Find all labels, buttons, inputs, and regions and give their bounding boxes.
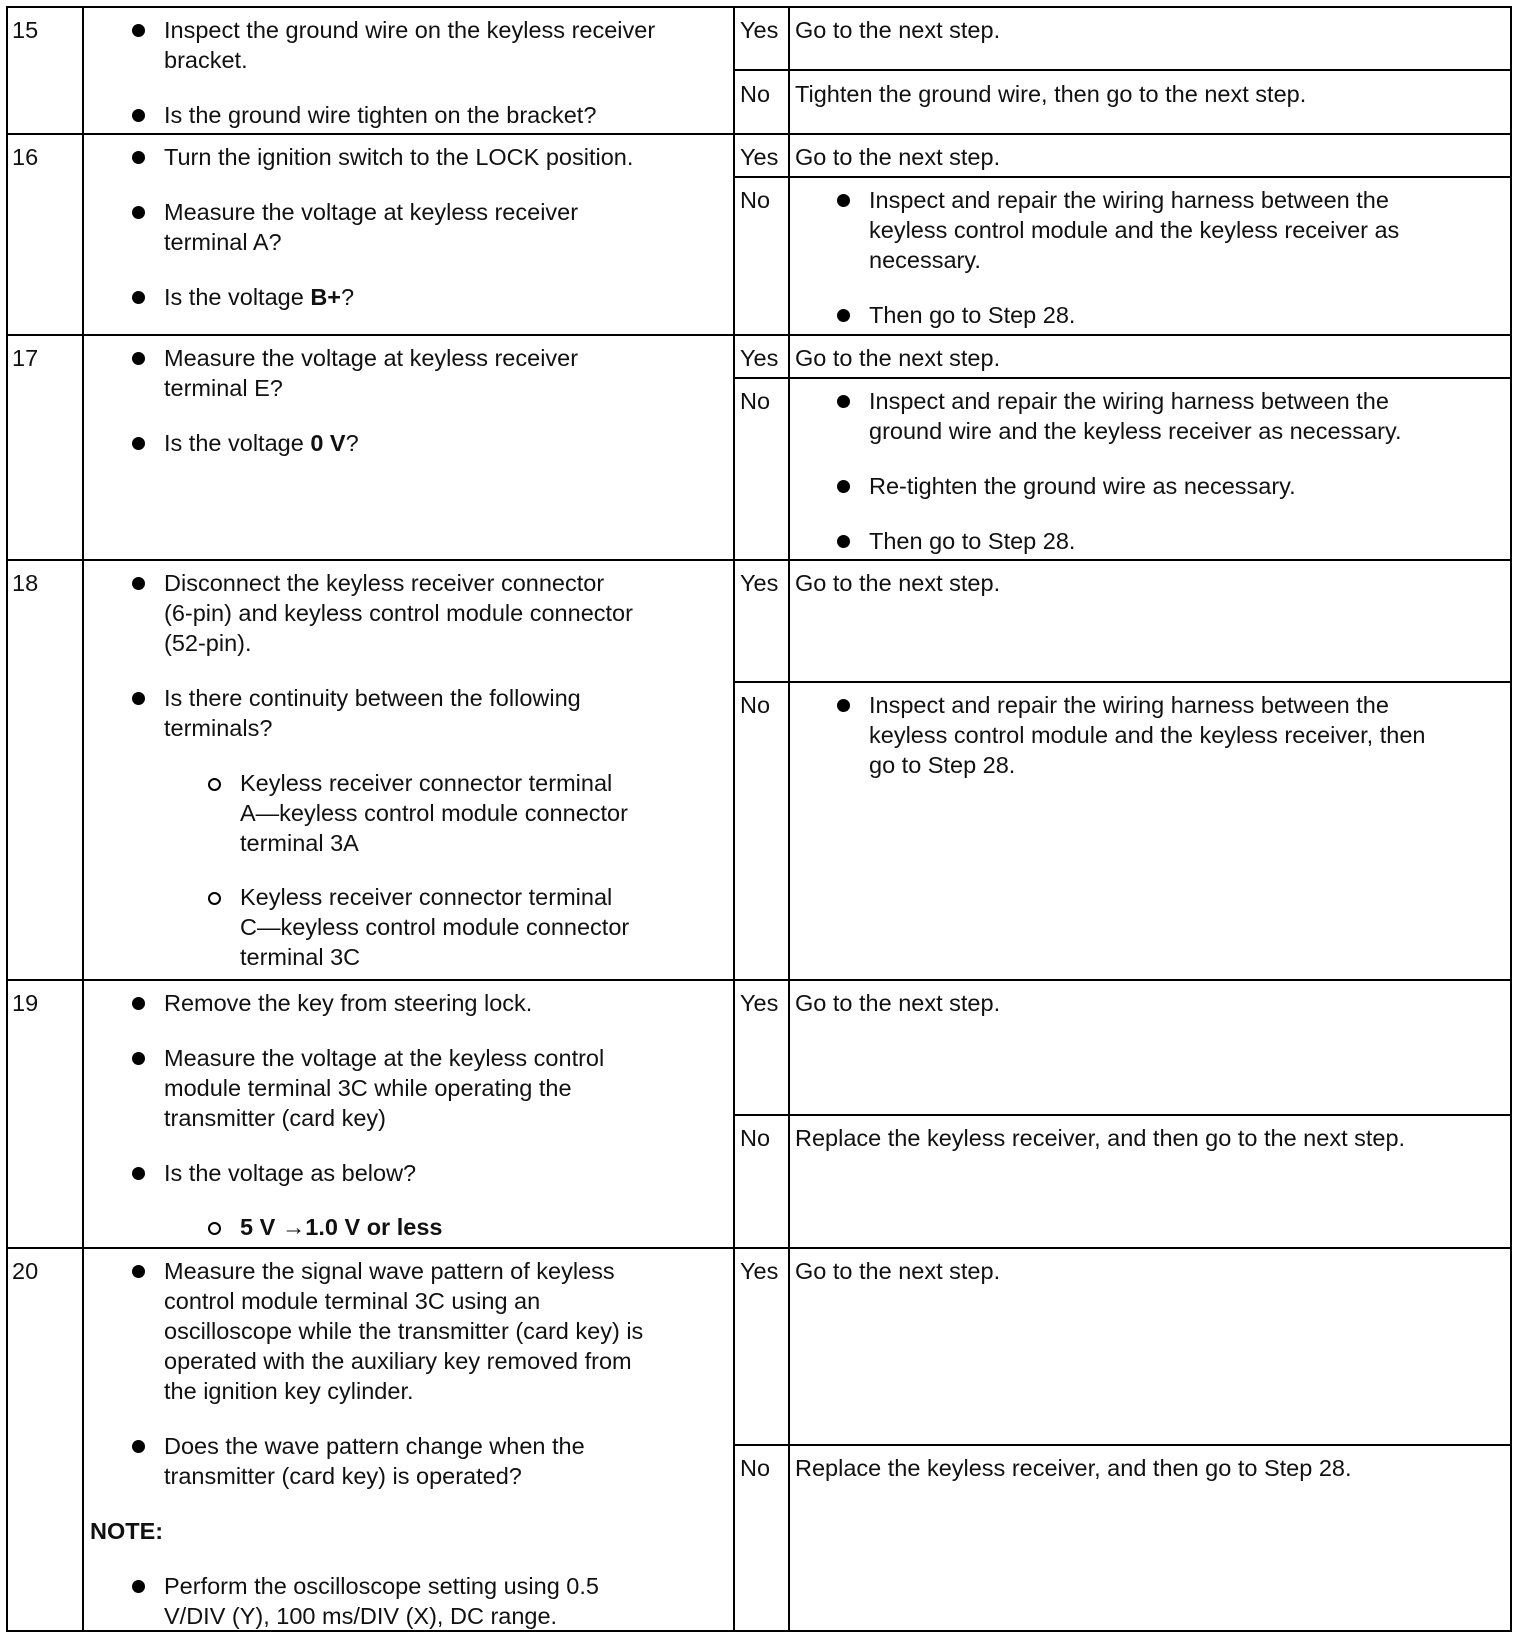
row-divider [8,133,1510,135]
bullet-icon [837,535,850,548]
yes-no-divider [733,1444,1510,1446]
sub-bullet-icon [208,892,221,905]
no-label: No [740,1455,771,1481]
yes-no-divider [733,681,1510,683]
yes-no-divider [733,176,1510,178]
column-divider [788,8,790,1630]
question-text: Is the voltage as below? [164,1160,417,1186]
bullet-icon [837,480,850,493]
question-text: module terminal 3C while operating the [164,1075,572,1101]
no-action: Replace the keyless receiver, and then go to the next step. [795,1125,1406,1151]
yes-label: Yes [740,144,779,170]
sub-bullet-icon [208,778,221,791]
column-divider [82,8,84,1630]
question-text: Turn the ignition switch to the LOCK position. [164,144,634,170]
yes-action: Go to the next step. [795,570,1001,596]
question-text: Measure the voltage at keyless receiver [164,345,579,371]
question-text: control module terminal 3C using an [164,1288,541,1314]
yes-label: Yes [740,1258,779,1284]
question-text: transmitter (card key) is operated? [164,1463,522,1489]
note-text: V/DIV (Y), 100 ms/DIV (X), DC range. [164,1603,558,1629]
no-action: go to Step 28. [869,752,1016,778]
sub-question-text: Keyless receiver connector terminal [240,884,613,910]
no-action: Then go to Step 28. [869,302,1076,328]
diagnostic-procedure-table [6,6,1512,1632]
sub-question-text: terminal 3A [240,830,359,856]
question-suffix: ? [341,284,355,310]
bullet-icon [132,352,145,365]
no-action: Replace the keyless receiver, and then go to Step 28. [795,1455,1352,1481]
question-text: Is the ground wire tighten on the bracket? [164,102,597,128]
no-label: No [740,187,771,213]
question-suffix: ? [345,430,359,456]
sub-question-text: A—keyless control module connector [240,800,628,826]
question-text: Measure the voltage at keyless receiver [164,199,579,225]
question-text: the ignition key cylinder. [164,1378,414,1404]
bullet-icon [837,699,850,712]
bullet-icon [132,577,145,590]
bullet-icon [837,194,850,207]
bullet-icon [837,395,850,408]
no-label: No [740,1125,771,1151]
yes-label: Yes [740,345,779,371]
bullet-icon [132,1167,145,1180]
question-text: Inspect the ground wire on the keyless receiver [164,17,656,43]
question-text: terminals? [164,715,273,741]
no-action: Inspect and repair the wiring harness between the [869,388,1389,414]
step-number: 15 [12,17,39,43]
question-text: Measure the voltage at the keyless control [164,1045,605,1071]
no-action: necessary. [869,247,981,273]
bullet-icon [132,1440,145,1453]
question-text: (6-pin) and keyless control module connector [164,600,633,626]
question-prefix: Is the voltage [164,430,311,456]
question-value: B+ [310,284,342,310]
step-number: 17 [12,345,39,371]
sub-bullet-icon [208,1222,221,1235]
note-text: Perform the oscilloscope setting using 0.5 [164,1573,599,1599]
no-action: keyless control module and the keyless receiver as [869,217,1400,243]
step-number: 16 [12,144,39,170]
row-divider [8,559,1510,561]
no-action: keyless control module and the keyless receiver, then [869,722,1426,748]
question-text: Remove the key from steering lock. [164,990,533,1016]
note-label: NOTE: [90,1518,164,1544]
question-value: 0 V [310,430,346,456]
bullet-icon [132,291,145,304]
step-number: 18 [12,570,39,596]
row-divider [8,334,1510,336]
sub-question-text: C—keyless control module connector [240,914,630,940]
question-text: bracket. [164,47,248,73]
question-text: terminal A? [164,229,282,255]
row-divider [8,979,1510,981]
sub-question-text: terminal 3C [240,944,361,970]
sub-question-text: Keyless receiver connector terminal [240,770,613,796]
no-action: Then go to Step 28. [869,528,1076,554]
no-action: Re-tighten the ground wire as necessary. [869,473,1296,499]
bullet-icon [132,692,145,705]
bullet-icon [132,1052,145,1065]
question-text: terminal E? [164,375,283,401]
no-action: ground wire and the keyless receiver as necessary. [869,418,1402,444]
no-action: Tighten the ground wire, then go to the next step. [795,81,1307,107]
step-number: 20 [12,1258,39,1284]
yes-no-divider [733,1114,1510,1116]
row-divider [8,1247,1510,1249]
question-text: (52-pin). [164,630,252,656]
bullet-icon [132,24,145,37]
yes-no-divider [733,377,1510,379]
yes-action: Go to the next step. [795,345,1001,371]
question-text: operated with the auxiliary key removed from [164,1348,632,1374]
bullet-icon [132,437,145,450]
bullet-icon [132,1580,145,1593]
no-action: Inspect and repair the wiring harness between the [869,187,1389,213]
sub-question-text: 5 V →1.0 V or less [240,1214,443,1240]
bullet-icon [837,309,850,322]
yes-no-divider [733,69,1510,71]
yes-label: Yes [740,570,779,596]
no-label: No [740,692,771,718]
question-text: Is there continuity between the following [164,685,581,711]
no-label: No [740,388,771,414]
no-label: No [740,81,771,107]
question-prefix: Is the voltage [164,284,311,310]
no-action: Inspect and repair the wiring harness between the [869,692,1389,718]
yes-label: Yes [740,990,779,1016]
yes-label: Yes [740,17,779,43]
question-text: transmitter (card key) [164,1105,386,1131]
question-text [164,282,354,312]
step-number: 19 [12,990,39,1016]
yes-action: Go to the next step. [795,144,1001,170]
question-text: Disconnect the keyless receiver connector [164,570,605,596]
question-text: oscilloscope while the transmitter (card key) is [164,1318,644,1344]
question-text: Does the wave pattern change when the [164,1433,585,1459]
bullet-icon [132,151,145,164]
yes-action: Go to the next step. [795,17,1001,43]
bullet-icon [132,206,145,219]
question-text: Measure the signal wave pattern of keyless [164,1258,615,1284]
bullet-icon [132,997,145,1010]
bullet-icon [132,1265,145,1278]
bullet-icon [132,109,145,122]
yes-action: Go to the next step. [795,990,1001,1016]
question-text [164,428,359,458]
yes-action: Go to the next step. [795,1258,1001,1284]
column-divider [733,8,735,1630]
